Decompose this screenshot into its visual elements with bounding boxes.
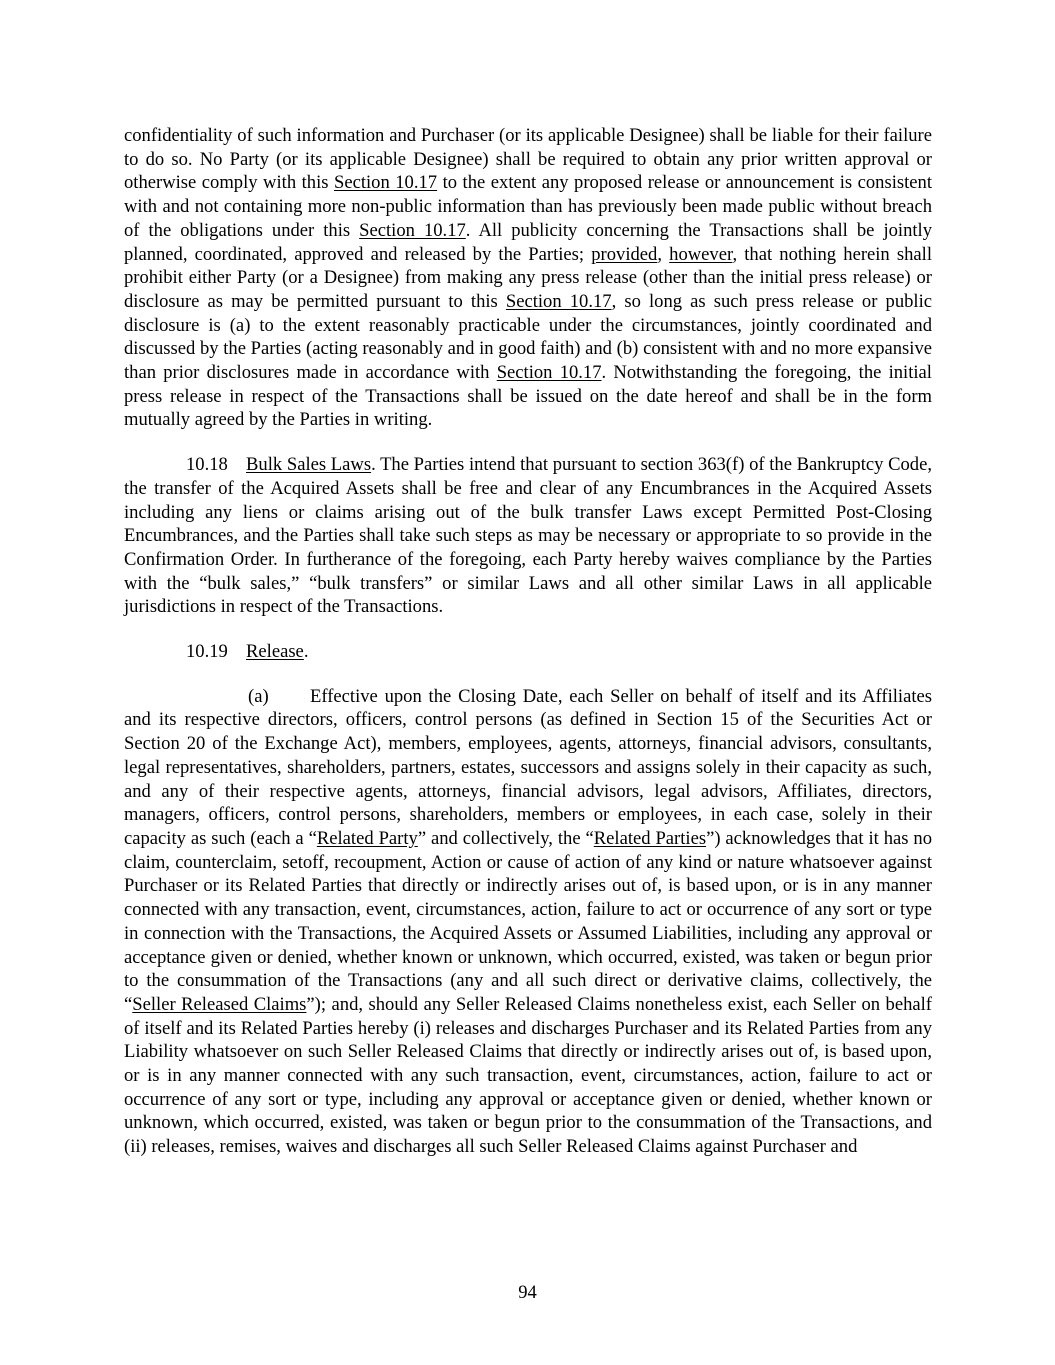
section-heading: Release — [246, 641, 304, 663]
section-reference: Section 10.17 — [333, 172, 438, 194]
section-heading: Bulk Sales Laws — [246, 454, 372, 476]
subsection-marker: (a) — [248, 685, 269, 707]
section-reference: Section 10.17 — [505, 290, 612, 312]
section-number: 10.18 — [186, 454, 228, 476]
defined-term: Seller Released Claims — [132, 993, 307, 1015]
section-10-18-bulk-sales: 10.18 Bulk Sales Laws. The Parties intend that pursuant to section 363(f) of the Bankruptcy Code, the transfer of the Acquired Assets shall be free and clear of any Encumbrances in the Acquired Assets including any liens or claims arising out of the bulk transfer Laws except Permitted Post-Closing Encumbrances, and the Parties shall take such steps as may be necessary or appropriate to so provide in the Confirmation Order. In furtherance of the foregoing, each Party hereby waives compliance by the Parties with the “bulk sales,” “bulk transfers” or similar Laws and all other similar Laws in all applicable jurisdictions in respect of the Transactions. — [124, 454, 932, 618]
defined-term: Related Parties — [593, 827, 707, 849]
page-number: 94 — [518, 1282, 537, 1303]
provided-term: provided — [591, 243, 658, 265]
section-10-19-a: (a) Effective upon the Closing Date, each Seller on behalf of itself and its Affiliates and its respective directors, officers, control persons (as defined in Section 15 of the Securities Act or Section 20 of the Exchange Act), members, employees, agents, attorneys, financial advisors, consultants, legal representatives, shareholders, partners, estates, successors and assigns solely in their capacity as such, and any of their respective agents, attorneys, financial advisors, legal advisors, Affiliates, directors, managers, officers, control persons, shareholders, members or employees, in each case, solely in their capacity as such (each a “Related Party” and collectively, the “Related Parties”) acknowledges that it has no claim, counterclaim, setoff, recoupment, Action or cause of action of any kind or nature whatsoever against Purchaser or its Related Parties that directly or indirectly arises out of, is based upon, or is in any manner connected with any transaction, event, circumstances, action, failure to act or occurrence of any sort or type in connection with the Transactions, the Acquired Assets or Assumed Liabilities, including any approval or acceptance given or denied, whether known or unknown, which occurred, existed, was taken or begun prior to the consummation of the Transactions (any and all such direct or derivative claims, collectively, the “Seller Released Claims”); and, should any Seller Released Claims nonetheless exist, each Seller on behalf of itself and its Related Parties hereby (i) releases and discharges Purchaser and its Related Parties from any Liability whatsoever on such Seller Released Claims that directly or indirectly arises out of, is based upon, or is in any manner connected with any such transaction, event, circumstances, action, failure to act or occurrence of any sort or type, including any approval or acceptance given or denied, whether known or unknown, which occurred, existed, was taken or begun prior to the consummation of the Transactions, and (ii) releases, remises, waives and discharges all such Seller Released Claims against Purchaser and — [124, 685, 933, 1158]
section-reference: Section 10.17 — [496, 362, 602, 384]
section-reference: Section 10.17 — [359, 219, 466, 241]
section-10-19-release: 10.19 Release. — [186, 641, 309, 663]
defined-term: Related Party — [316, 827, 418, 849]
document-body — [124, 124, 932, 1159]
however-term: however — [669, 243, 733, 265]
publicity-paragraph-continued: confidentiality of such information and Purchaser (or its applicable Designee) shall be liable for their failure to do so. No Party (or its applicable Designee) shall be required to obtain any prior written approval or otherwise comply with this Section 10.17 to the extent any proposed release or announcement is consistent with and not containing more non-public information than has previously been made public without breach of the obligations under this Section 10.17. All publicity concerning the Transactions shall be jointly planned, coordinated, approved and released by the Parties; provided, however, that nothing herein shall prohibit either Party (or a Designee) from making any press release (other than the initial press release) or disclosure as may be permitted pursuant to this Section 10.17, so long as such press release or public disclosure is (a) to the extent reasonably practicable under the circumstances, jointly coordinated and discussed by the Parties (acting reasonably and in good faith) and (b) consistent with and no more expansive than prior disclosures made in accordance with Section 10.17. Notwithstanding the foregoing, the initial press release in respect of the Transactions shall be issued on the date hereof and shall be in the form mutually agreed by the Parties in writing. — [124, 125, 933, 431]
section-number: 10.19 — [186, 641, 228, 663]
